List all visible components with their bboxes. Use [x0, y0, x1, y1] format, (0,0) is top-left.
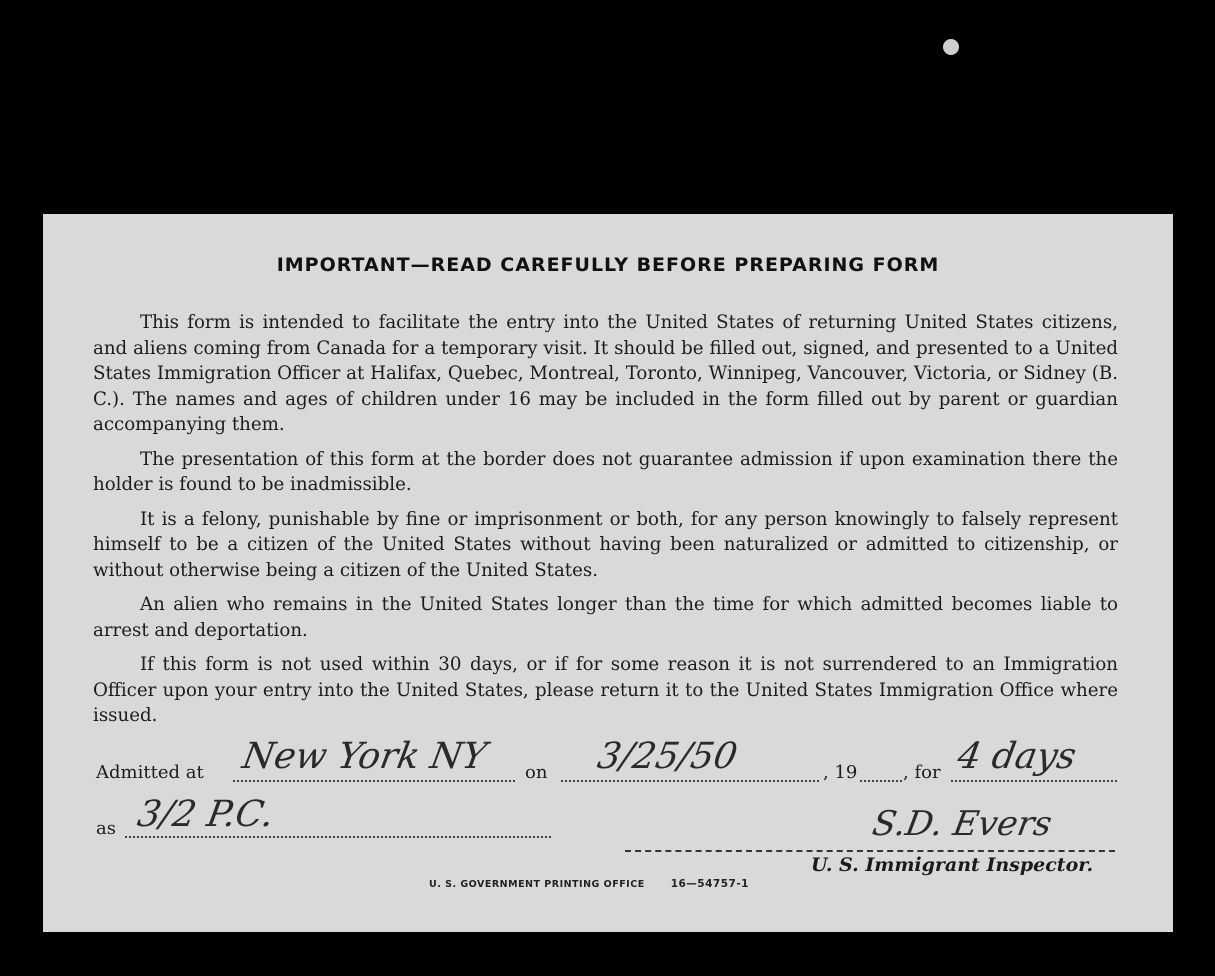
form-title: IMPORTANT—READ CAREFULLY BEFORE PREPARING FORM — [276, 254, 940, 276]
date-value: 3/25/50 — [594, 736, 741, 777]
date-line — [561, 780, 819, 782]
as-line — [125, 836, 551, 838]
printer-footer — [429, 878, 749, 890]
admitted-at-value: New York NY — [239, 736, 490, 777]
as-value: 3/2 P.C. — [134, 794, 278, 835]
admitted-row — [43, 214, 1173, 932]
duration-line — [951, 780, 1117, 782]
inspector-signature: S.D. Evers — [869, 804, 1055, 844]
admitted-at-line — [233, 780, 515, 782]
form-number: 16—54757-1 — [670, 878, 749, 890]
printer-name: U. S. GOVERNMENT PRINTING OFFICE — [429, 879, 645, 890]
admitted-at-label: Admitted at — [96, 762, 204, 783]
year-line — [860, 780, 902, 782]
paragraph-return: If this form is not used within 30 days, or if for some reason it is not surrendered to an Immigration Officer upon your entry into the United States, please return it to the United States Immigration Office where issued. — [93, 654, 1118, 726]
signature-line — [625, 850, 1115, 852]
immigration-form-card — [43, 214, 1173, 932]
paragraph-admission: The presentation of this form at the border does not guarantee admission if upon examination there the holder is found to be inadmissible. — [93, 448, 1118, 495]
inspector-label: U. S. Immigrant Inspector. — [811, 854, 1094, 876]
for-label: , for — [903, 762, 941, 783]
as-label: as — [96, 818, 116, 839]
paragraph-alien: An alien who remains in the United States longer than the time for which admitted becomes liable to arrest and deportation. — [93, 594, 1118, 641]
duration-value: 4 days — [954, 736, 1080, 777]
paragraph-purpose: This form is intended to facilitate the entry into the United States of returning United States citizens, and aliens coming from Canada for a temporary visit. It should be filled out, signed, and presented to a United States Immigration Officer at Halifax, Quebec, Montreal, Toronto, Winnipeg, Vancouver, Victoria, or Sidney (B. C.). The names and ages of children under 16 may be included in the form filled out by parent or guardian accompanying them. — [93, 312, 1118, 435]
year-label: , 19 — [823, 762, 858, 783]
punch-hole — [943, 39, 959, 55]
paragraph-felony: It is a felony, punishable by fine or imprisonment or both, for any person knowingly to falsely represent himself to be a citizen of the United States without having been naturalized or admitted to citizenship, or without otherwise being a citizen of the United States. — [93, 508, 1118, 581]
on-label: on — [525, 762, 548, 783]
